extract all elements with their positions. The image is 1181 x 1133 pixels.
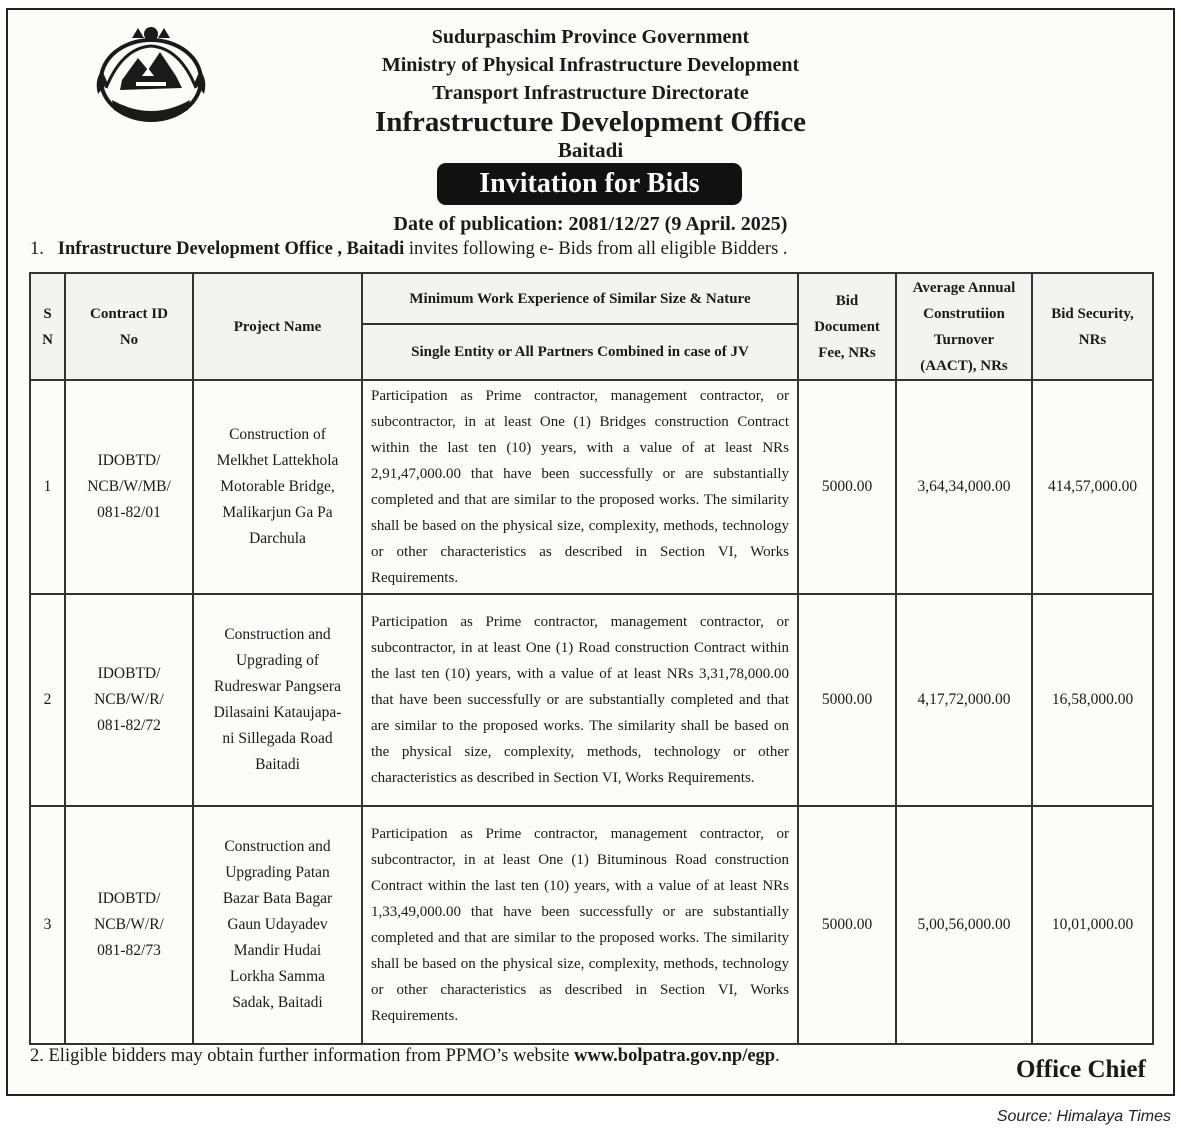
header-project-name: Project Name [193,273,362,380]
intro-number: 1. [30,239,44,259]
row-project-name: Construction of Melkhet Lattekhola Motorable Bridge, Malikarjun Ga Pa Darchula [193,380,362,594]
invitation-banner: Invitation for Bids [437,163,742,205]
bids-table [29,272,1154,1045]
row-aact: 5,00,56,000.00 [896,806,1032,1044]
header-aact: Average Annual Construtiion Turnover (AACT), NRs [896,273,1032,380]
row-contract-id: IDOBTD/ NCB/W/MB/ 081-82/01 [65,380,193,594]
row-bid-security: 16,58,000.00 [1032,594,1153,806]
header-experience: Minimum Work Experience of Similar Size & Nature [362,273,798,324]
footer-note [30,1046,780,1067]
row-bid-fee: 5000.00 [798,806,896,1044]
row-aact: 4,17,72,000.00 [896,594,1032,806]
row-bid-fee: 5000.00 [798,380,896,594]
publication-date: Date of publication: 2081/12/27 (9 April. 2025) [393,213,788,235]
province-title: Sudurpaschim Province Government [431,26,750,48]
intro-office: Infrastructure Development Office , Baitadi [57,239,405,259]
header-bid-security: Bid Security, NRs [1032,273,1153,380]
row-sn: 2 [30,594,65,806]
row-bid-security: 10,01,000.00 [1032,806,1153,1044]
header-experience-sub: Single Entity or All Partners Combined in case of JV [362,324,798,380]
intro-text: invites following e- Bids from all eligible Bidders . [404,239,788,259]
header-bid-document-fee: Bid Document Fee, NRs [798,273,896,380]
row-sn: 3 [30,806,65,1044]
row-requirement: Participation as Prime contractor, management contractor, or subcontractor, in at least One (1) Bridges construction Contract within the last ten (10) years, with a value of at least NRs 2,91,47,000.00 that have been successfully or are substantially completed and that are similar to the proposed works. The similarity shall be based on the physical size, complexity, methods, technology or other characteristics as described in Section VI, Works Requirements. [362,380,798,594]
header-sn: S N [30,273,65,380]
footer-note-text: 2. Eligible bidders may obtain further information from PPMO’s website [30,1046,575,1066]
office-location: Baitadi [557,138,624,162]
row-bid-fee: 5000.00 [798,594,896,806]
row-aact: 3,64,34,000.00 [896,380,1032,594]
row-sn: 1 [30,380,65,594]
header-contract-id: Contract ID No [65,273,193,380]
signature-office-chief: Office Chief [1016,1056,1146,1083]
intro-paragraph [30,239,788,260]
table-row [30,380,1153,594]
row-project-name: Construction and Upgrading Patan Bazar Bata Bagar Gaun Udayadev Mandir Hudai Lorkha Samma Sadak, Baitadi [193,806,362,1044]
row-contract-id: IDOBTD/ NCB/W/R/ 081-82/73 [65,806,193,1044]
row-project-name: Construction and Upgrading of Rudreswar Pangsera Dilasaini Kataujapa- ni Sillegada Road Baitadi [193,594,362,806]
office-title: Infrastructure Development Office [374,106,807,138]
source-credit: Source: Himalaya Times [996,1108,1171,1125]
ppmo-website-link[interactable]: www.bolpatra.gov.np/egp [574,1046,776,1066]
row-requirement: Participation as Prime contractor, management contractor, or subcontractor, in at least One (1) Bituminous Road construction Contract within the last ten (10) years, with a value of at least NRs 1,33,49,000.00 that have been successfully or are substantially completed and that are similar to the proposed works. The similarity shall be based on the physical size, complexity, methods, technology or other characteristics as described in Section VI, Works Requirements. [362,806,798,1044]
table-row [30,806,1153,1044]
table-row [30,594,1153,806]
row-bid-security: 414,57,000.00 [1032,380,1153,594]
footer-note-end: . [775,1046,780,1066]
directorate-title: Transport Infrastructure Directorate [432,82,749,104]
row-requirement: Participation as Prime contractor, management contractor, or subcontractor, in at least One (1) Road construction Contract within the last ten (10) years, with a value of at least NRs 3,31,78,000.00 that have been successfully or are substantially completed and that are similar to the proposed works. The similarity shall be based on the physical size, complexity, methods, technology or other characteristics as described in Section VI, Works Requirements. [362,594,798,806]
row-contract-id: IDOBTD/ NCB/W/R/ 081-82/72 [65,594,193,806]
ministry-title: Ministry of Physical Infrastructure Development [381,54,800,76]
